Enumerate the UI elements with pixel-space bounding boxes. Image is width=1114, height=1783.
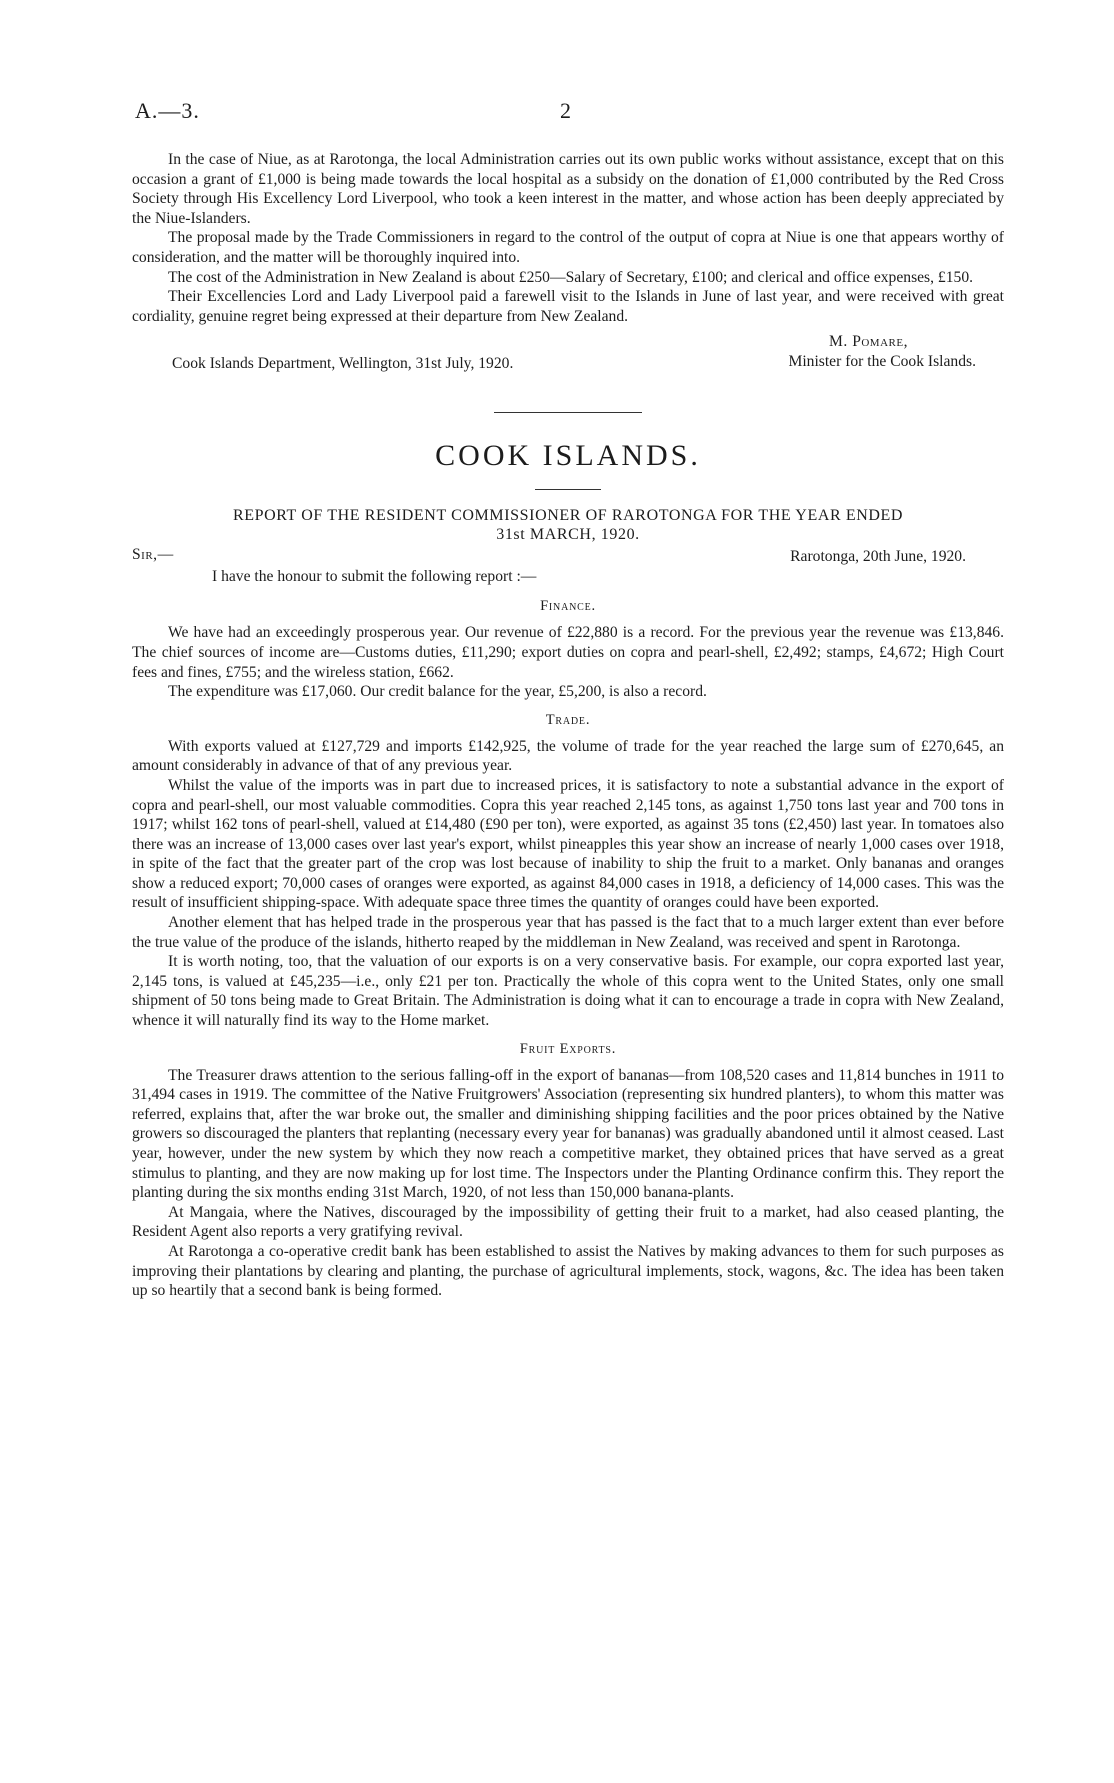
trade-paragraph: Whilst the value of the imports was in part due to increased prices, it is satisfactory to note a substantial advance in the export of copra and pearl-shell, our most valuable commodities. Copra this year reached 2,145 tons, as against 1,750 tons last year and 700 tons in 1917; whilst 162 tons of pearl-shell, valued at £14,480 (£90 per ton), were exported, as against 35 tons (£2,450) last year. In tomatoes also there was an increase of 13,000 cases over last year's export, whilst pineapples this year show an increase of nearly 1,000 cases over 1918, in spite of the fact that the greater part of the crop was lost because of inability to ship the fruit to a market. Only bananas and oranges show a reduced export; 70,000 cases of oranges were exported, as against 84,000 cases in 1918, a deficiency of 14,000 cases. This was the result of insufficient shipping-space. With adequate space three times the quantity of oranges could have been exported. <box>132 776 1004 912</box>
niue-paragraph: Their Excellencies Lord and Lady Liverpool paid a farewell visit to the Islands in June of last year, and were received with great cordiality, genuine regret being expressed at their departure from New Zealand. <box>132 288 1004 325</box>
finance-paragraph: We have had an exceedingly prosperous year. Our revenue of £22,880 is a record. For the previous year the revenue was £13,846. The chief sources of income are—Customs duties, £11,290; export duties on copra and pearl-shell, £2,492; stamps, £4,672; High Court fees and fines, £755; and the wireless station, £662. <box>132 624 1004 681</box>
place-date: Rarotonga, 20th June, 1920. <box>790 548 966 566</box>
fruit-exports-section <box>132 1041 1004 1301</box>
niue-paragraph: In the case of Niue, as at Rarotonga, the local Administration carries out its own public works without assistance, except that on this occasion a grant of £1,000 is being made towards the local hospital as a subsidy on the donation of £1,000 contributed by the Red Cross Society through His Excellency Lord Liverpool, who took a keen interest in the matter, and whose action has been deeply appreciated by the Niue-Islanders. <box>132 151 1004 227</box>
department-date-line: Cook Islands Department, Wellington, 31st July, 1920. <box>172 355 514 373</box>
document-body <box>132 150 1004 1301</box>
intro-line: I have the honour to submit the following report :— <box>212 568 537 586</box>
niue-paragraph: The proposal made by the Trade Commissioners in regard to the control of the output of copra at Niue is one that appears worthy of consideration, and the matter will be thoroughly inquired into. <box>132 229 1004 266</box>
salutation: Sir,— <box>132 546 174 564</box>
salutation-row <box>132 544 1004 566</box>
page-number: 2 <box>560 98 571 123</box>
fruit-exports-paragraph: At Mangaia, where the Natives, discouraged by the impossibility of getting their fruit to a market, had also ceased planting, the Resident Agent also reports a very gratifying revival. <box>132 1203 1004 1241</box>
page-reference: A.—3. <box>135 98 200 123</box>
heading-underline <box>535 489 601 490</box>
fruit-exports-heading: Fruit Exports. <box>519 1040 617 1057</box>
fruit-exports-paragraph: At Rarotonga a co-operative credit bank has been established to assist the Natives by making advances to them for such purposes as improving their plantations by clearing and planting, the purchase of agricultural implements, stock, wagons, &c. The idea has been taken up so heartily that a second bank is being formed. <box>132 1242 1004 1300</box>
finance-section <box>132 598 1004 701</box>
niue-section <box>132 150 1004 326</box>
trade-paragraph: Another element that has helped trade in the prosperous year that has passed is the fact that to a much larger extent than ever before the true value of the produce of the islands, hitherto reaped by the middleman in New Zealand, was received and spent in Rarotonga. <box>132 914 1004 951</box>
trade-paragraph: It is worth noting, too, that the valuation of our exports is on a very conservative basis. For example, our copra exported last year, 2,145 tons, is valued at £45,235—i.e., only £21 per ton. Practically the whole of this copra went to the United States, only one small shipment of 50 tons being made to Great Britain. The Administration is doing what it can to encourage a trade in copra with New Zealand, whence it will naturally find its way to the Home market. <box>132 953 1004 1030</box>
signatory-title: Minister for the Cook Islands. <box>788 353 976 371</box>
fruit-exports-paragraph: The Treasurer draws attention to the serious falling-off in the export of bananas—from 108,520 cases and 11,814 bunches in 1911 to 31,494 cases in 1919. The committee of the Native Fruitgrowers' Association (representing six hundred planters), to whom this matter was referred, explains that, after the war broke out, the smaller and diminishing shipping facilities and the poor prices obtained by the Native growers so discouraged the planters that replanting (necessary every year for bananas) was gradually abandoned until it almost ceased. Last year, however, under the new system by which they now reach a competitive market, they obtained prices that have served as a great stimulus to planting, and they are now making up for lost time. The Inspectors under the Planting Ordinance confirm this. They report the planting during the six months ending 31st March, 1920, of not less than 150,000 banana-plants. <box>132 1066 1004 1202</box>
report-title <box>132 506 1004 544</box>
report-title-line-2: 31st MARCH, 1920. <box>496 526 640 544</box>
trade-section <box>132 712 1004 1031</box>
finance-heading: Finance. <box>540 598 596 615</box>
report-title-line-1: REPORT OF THE RESIDENT COMMISSIONER OF RAROTONGA FOR THE YEAR ENDED <box>232 507 904 525</box>
niue-paragraph: The cost of the Administration in New Zealand is about £250—Salary of Secretary, £100; and clerical and office expenses, £150. <box>168 268 974 286</box>
trade-paragraph: With exports valued at £127,729 and imports £142,925, the volume of trade for the year reached the large sum of £270,645, an amount considerably in advance of that of any previous year. <box>132 737 1004 775</box>
signatory-name: M. Pomare, <box>829 333 908 351</box>
section-divider <box>494 412 642 413</box>
report-heading: COOK ISLANDS. <box>435 439 701 473</box>
trade-heading: Trade. <box>545 711 591 728</box>
finance-paragraph: The expenditure was £17,060. Our credit balance for the year, £5,200, is also a record. <box>168 683 707 701</box>
